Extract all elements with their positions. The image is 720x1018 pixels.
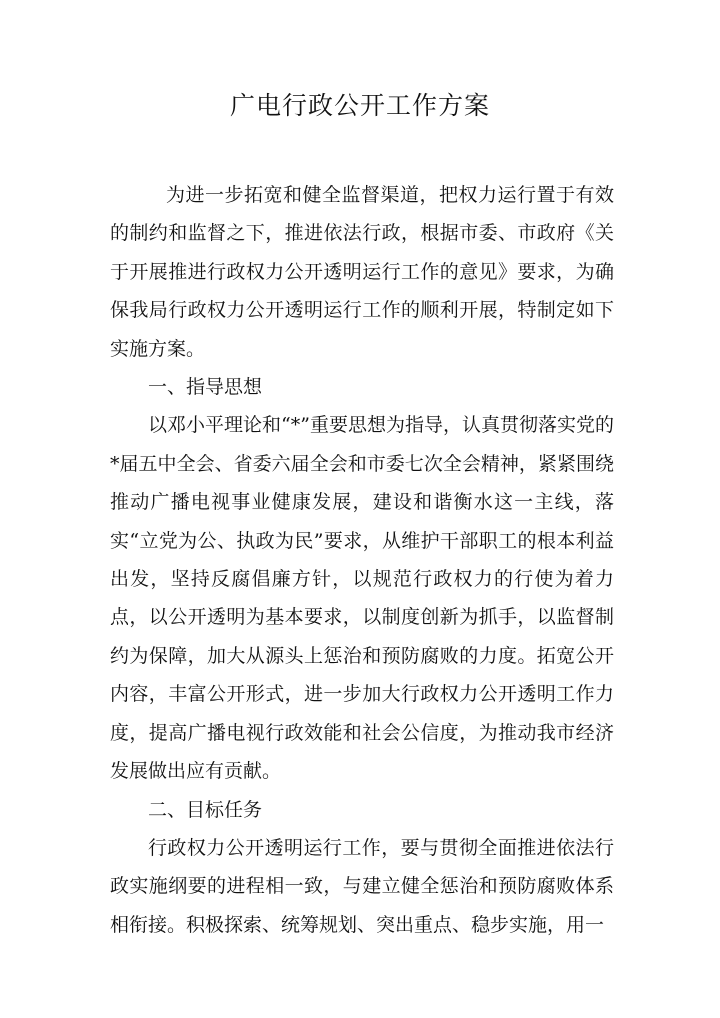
section-heading-guiding-ideology: 一、指导思想 xyxy=(148,376,263,399)
section-heading-objectives: 二、目标任务 xyxy=(148,798,263,821)
section-paragraph-guiding-ideology: 以邓小平理论和“*”重要思想为指导，认真贯彻落实党的*届五中全会、省委六届全会和市委七次全会精神，紧紧围绕推动广播电视事业健康发展，建设和谐衡水这一主线，落实“立党为公、执政为民”要求，从维护干部职工的根本利益出发，坚持反腐倡廉方针，以规范行政权力的行使为着力点，以公开透明为基本要求，以制度创新为抓手，以监督制约为保障，加大从源头上惩治和预防腐败的力度。拓宽公开内容，丰富公开形式，进一步加大行政权力公开透明工作力度，提高广播电视行政效能和社会公信度，为推动我市经济发展做出应有贡献。 xyxy=(110,414,614,783)
document-body xyxy=(110,176,614,944)
document-title: 广电行政公开工作方案 xyxy=(229,91,490,120)
section-paragraph-objectives: 行政权力公开透明运行工作，要与贯彻全面推进依法行政实施纲要的进程相一致，与建立健全惩治和预防腐败体系相衔接。积极探索、统筹规划、突出重点、稳步实施，用一 xyxy=(110,836,614,936)
intro-paragraph: 为进一步拓宽和健全监督渠道，把权力运行置于有效的制约和监督之下，推进依法行政，根据市委、市政府《关于开展推进行政权力公开透明运行工作的意见》要求，为确保我局行政权力公开透明运行工作的顺利开展，特制定如下实施方案。 xyxy=(110,184,614,360)
